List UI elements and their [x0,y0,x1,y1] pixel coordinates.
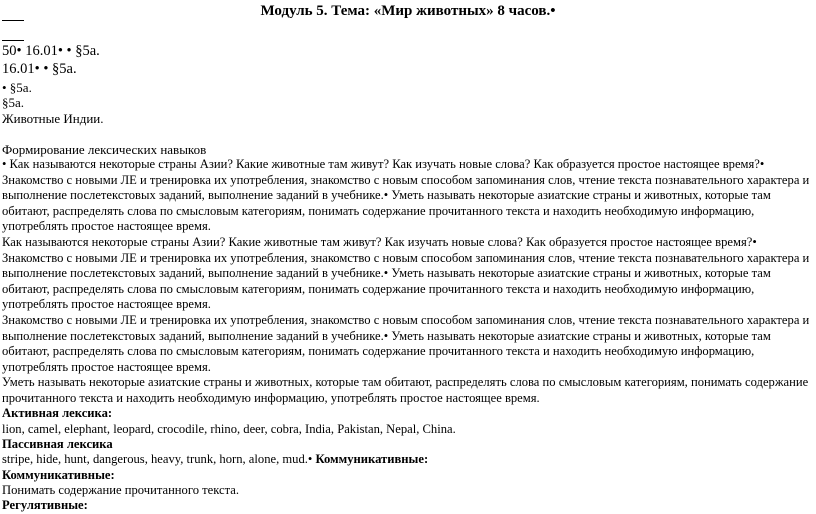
underline-rule [2,20,24,21]
communicative-inline-label: Коммуникативные: [312,452,429,466]
lesson-meta-line: §5а. [2,95,25,110]
communicative-text: Понимать содержание прочитанного текста. [2,483,240,497]
regulative-label: Регулятивные: [2,498,88,512]
page-title: Модуль 5. Тема: «Мир животных» 8 часов.• [260,3,556,19]
passive-vocab-words: stripe, hide, hunt, dangerous, heavy, trunk, horn, alone, mud.• [2,452,313,466]
lesson-meta-line: • §5а. [2,80,32,95]
passive-vocab-line [2,452,812,468]
active-vocab-label: Активная лексика: [2,406,113,420]
communicative-label: Коммуникативные: [2,468,115,482]
text-block: Как называются некоторые страны Азии? Какие животные там живут? Как изучать новые слова? Как образуется простое настоящее время?• Знакомство с новыми ЛЕ и тренировка их употребления, знакомство с новым способом запоминания слов, чтение текста познавательного характера и выполнение послетекстовых заданий, выполнение заданий в учебнике.• Уметь называть некоторые азиатские страны и животных, которые там обитают, распределять слова по смысловым категориям, понимать содержание прочитанного текста и находить необходимую информацию, употреблять простое настоящее время. [2,235,810,312]
lesson-topic: Животные Индии. [2,111,104,126]
lesson-meta-line: 50• 16.01• • §5а. [2,43,100,59]
active-vocab-words: lion, camel, elephant, leopard, crocodile, rhino, deer, cobra, India, Pakistan, Nepal, China. [2,422,456,436]
text-block: Уметь называть некоторые азиатские страны и животных, которые там обитают, распределять слова по смысловым категориям, понимать содержание прочитанного текста и находить необходимую информацию, употреблять простое настоящее время. [2,375,809,405]
underline-rule [2,40,24,41]
section-heading: Формирование лексических навыков [2,142,207,157]
passive-vocab-label: Пассивная лексика [2,437,113,451]
lesson-meta-line: 16.01• • §5а. [2,61,77,77]
text-block: Знакомство с новыми ЛЕ и тренировка их употребления, знакомство с новым способом запоминания слов, чтение текста познавательного характера и выполнение послетекстовых заданий, выполнение заданий в учебнике.• Уметь называть некоторые азиатские страны и животных, которые там обитают, распределять слова по смысловым категориям, понимать содержание прочитанного текста и находить необходимую информацию, употреблять простое настоящее время. [2,313,810,374]
text-block: • Как называются некоторые страны Азии? Какие животные там живут? Как изучать новые слова? Как образуется простое настоящее время?• Знакомство с новыми ЛЕ и тренировка их употребления, знакомство с новым способом запоминания слов, чтение текста познавательного характера и выполнение послетекстовых заданий, выполнение заданий в учебнике.• Уметь называть некоторые азиатские страны и животных, которые там обитают, распределять слова по смысловым категориям, понимать содержание прочитанного текста и находить необходимую информацию, употреблять простое настоящее время. [2,157,810,234]
